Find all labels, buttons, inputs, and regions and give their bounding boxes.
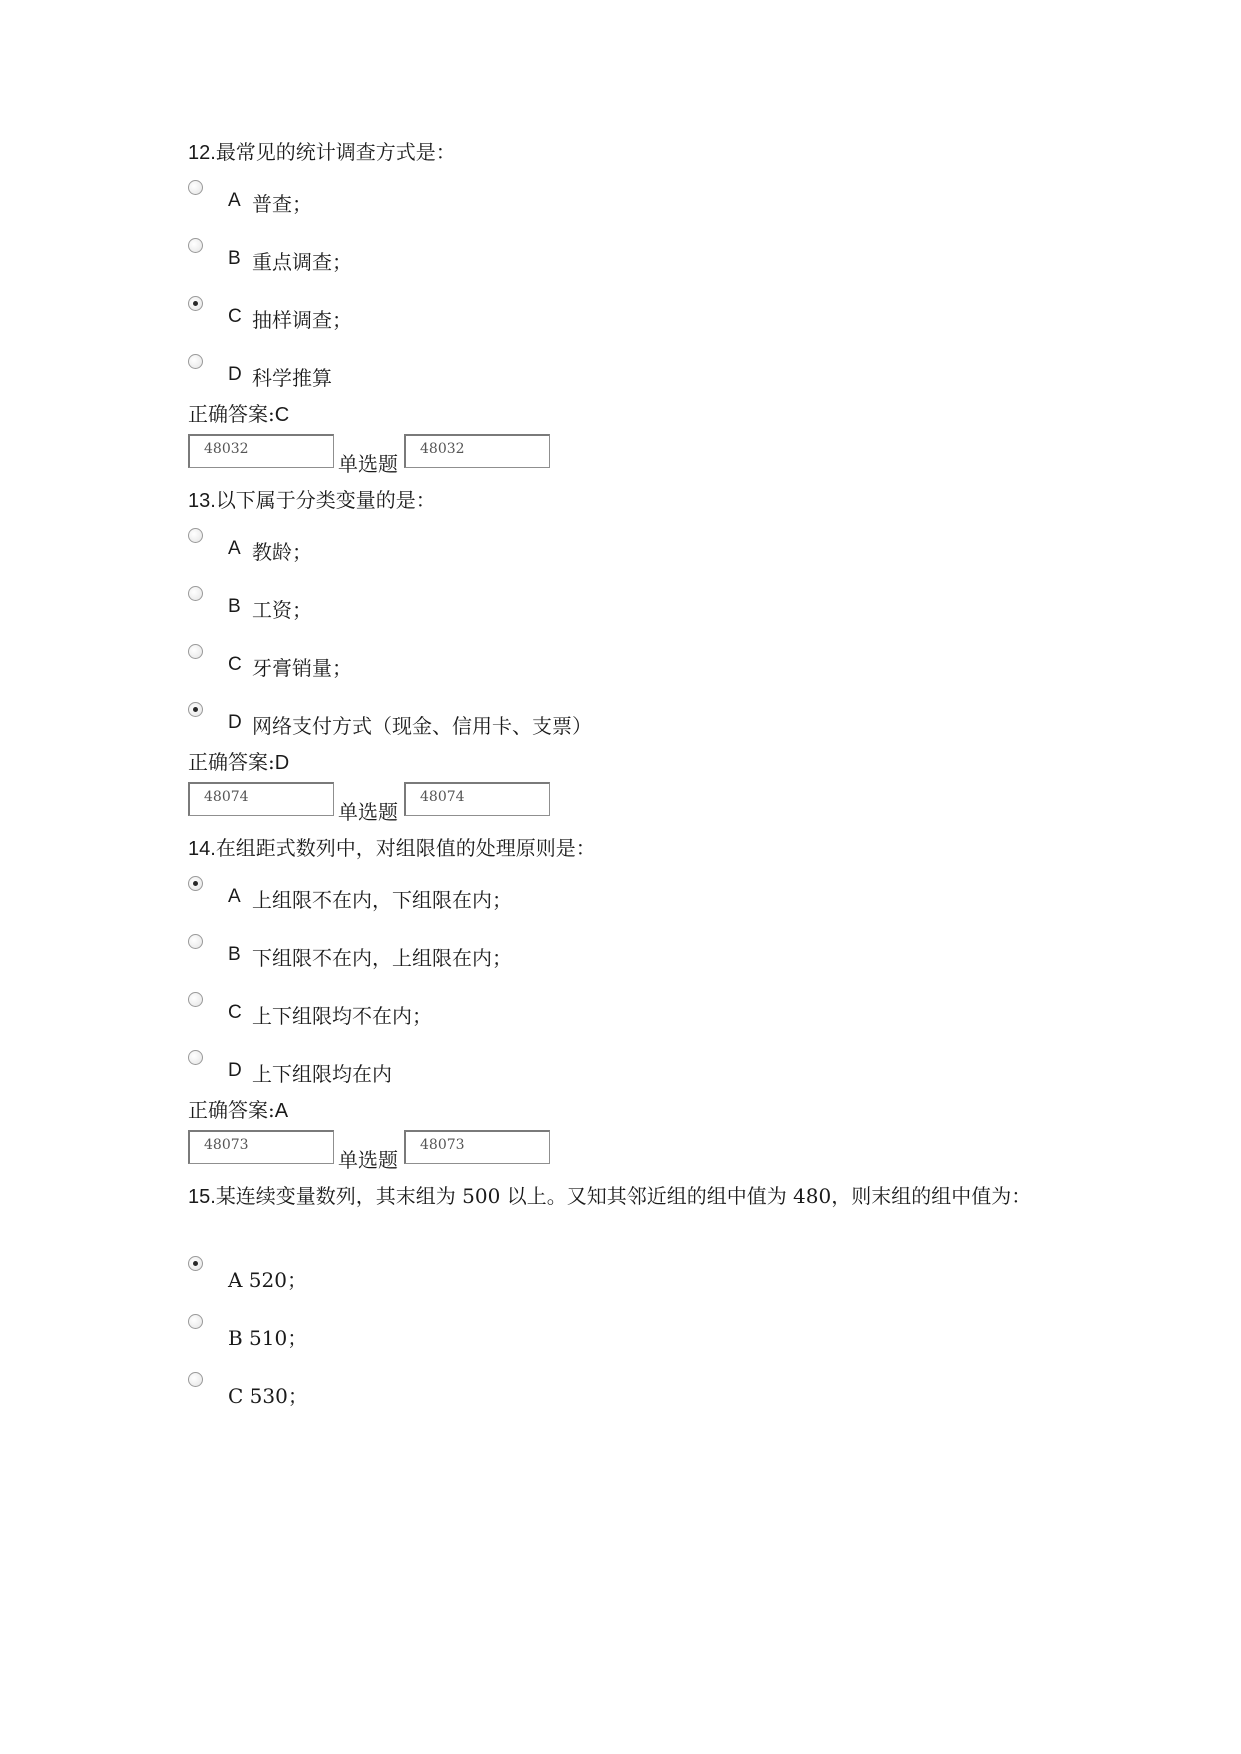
radio-button-selected[interactable] <box>188 702 203 717</box>
question-text: 以下属于分类变量的是： <box>215 488 436 512</box>
option-b[interactable] <box>188 934 948 974</box>
option-letter: C <box>228 1002 242 1023</box>
option-letter: A <box>228 190 241 211</box>
option-letter: D <box>228 1060 242 1081</box>
option-d[interactable] <box>188 702 948 742</box>
option-text: 上下组限均在内 <box>252 1062 392 1086</box>
question-number: 14. <box>188 838 216 860</box>
radio-button[interactable] <box>188 934 203 949</box>
option-b[interactable] <box>188 586 948 626</box>
question-text: 最常见的统计调查方式是： <box>215 140 456 164</box>
option-letter: A <box>228 886 241 907</box>
answer-label: 正确答案: <box>188 750 275 774</box>
question-id-field[interactable]: 48032 <box>188 434 334 468</box>
correct-answer <box>188 746 289 775</box>
option-text: 下组限不在内，上组限在内； <box>252 946 512 970</box>
question-text: 某连续变量数列，其末组为 500 以上。又知其邻近组的组中值为 480，则末组的组中值为： <box>215 1184 1032 1208</box>
option-letter: B <box>228 944 241 965</box>
radio-button[interactable] <box>188 586 203 601</box>
option-text: C 530； <box>228 1384 308 1408</box>
option-text: 工资； <box>252 598 312 622</box>
option-letter: D <box>228 712 242 733</box>
answer-value: D <box>274 752 290 774</box>
option-a[interactable] <box>188 180 948 220</box>
answer-value: A <box>274 1100 289 1122</box>
option-d[interactable] <box>188 1050 948 1090</box>
question-id-field-2[interactable]: 48073 <box>404 1130 550 1164</box>
option-c[interactable] <box>188 296 948 336</box>
option-text: B 510； <box>228 1326 308 1350</box>
option-text: 抽样调查； <box>252 308 352 332</box>
option-c[interactable] <box>188 992 948 1032</box>
radio-button[interactable] <box>188 528 203 543</box>
option-letter: C <box>228 306 242 327</box>
option-b[interactable] <box>188 238 948 278</box>
option-text: 网络支付方式（现金、信用卡、支票） <box>252 714 592 738</box>
option-c[interactable] <box>188 644 948 684</box>
radio-button-selected[interactable] <box>188 1256 203 1271</box>
option-text: 重点调查； <box>252 250 352 274</box>
question-number: 12. <box>188 142 216 164</box>
option-letter: B <box>228 596 241 617</box>
question-number: 15. <box>188 1186 216 1208</box>
answer-label: 正确答案: <box>188 1098 275 1122</box>
option-a[interactable] <box>188 876 948 916</box>
option-letter: B <box>228 248 241 269</box>
correct-answer <box>188 1094 288 1123</box>
radio-button[interactable] <box>188 238 203 253</box>
question-stem <box>188 832 1068 865</box>
question-number: 13. <box>188 490 216 512</box>
question-id-field[interactable]: 48073 <box>188 1130 334 1164</box>
option-text: 科学推算 <box>252 366 332 390</box>
question-stem <box>188 484 1068 517</box>
radio-button[interactable] <box>188 644 203 659</box>
option-text: 牙膏销量； <box>252 656 352 680</box>
option-letter: A <box>228 538 241 559</box>
question-stem <box>188 1180 1058 1213</box>
answer-label: 正确答案: <box>188 402 275 426</box>
radio-button[interactable] <box>188 180 203 195</box>
question-id-field-2[interactable]: 48032 <box>404 434 550 468</box>
option-c[interactable] <box>188 1372 948 1412</box>
answer-value: C <box>274 404 290 426</box>
option-text: 教龄； <box>252 540 312 564</box>
question-meta <box>188 1130 588 1172</box>
question-text: 在组距式数列中，对组限值的处理原则是： <box>215 836 596 860</box>
radio-button-selected[interactable] <box>188 296 203 311</box>
option-b[interactable] <box>188 1314 948 1354</box>
radio-button[interactable] <box>188 992 203 1007</box>
option-text: 普查； <box>252 192 312 216</box>
question-id-field[interactable]: 48074 <box>188 782 334 816</box>
option-text: 上组限不在内，下组限在内； <box>252 888 512 912</box>
question-type: 单选题 <box>338 1148 398 1172</box>
question-stem <box>188 136 1068 169</box>
radio-button[interactable] <box>188 1050 203 1065</box>
correct-answer <box>188 398 289 427</box>
option-a[interactable] <box>188 528 948 568</box>
option-d[interactable] <box>188 354 948 394</box>
question-type: 单选题 <box>338 800 398 824</box>
radio-button[interactable] <box>188 1372 203 1387</box>
question-meta <box>188 434 588 476</box>
question-meta <box>188 782 588 824</box>
question-type: 单选题 <box>338 452 398 476</box>
option-text: A 520； <box>228 1268 307 1292</box>
radio-button[interactable] <box>188 354 203 369</box>
option-a[interactable] <box>188 1256 948 1296</box>
option-letter: C <box>228 654 242 675</box>
radio-button[interactable] <box>188 1314 203 1329</box>
option-letter: D <box>228 364 242 385</box>
question-id-field-2[interactable]: 48074 <box>404 782 550 816</box>
option-text: 上下组限均不在内； <box>252 1004 432 1028</box>
radio-button-selected[interactable] <box>188 876 203 891</box>
